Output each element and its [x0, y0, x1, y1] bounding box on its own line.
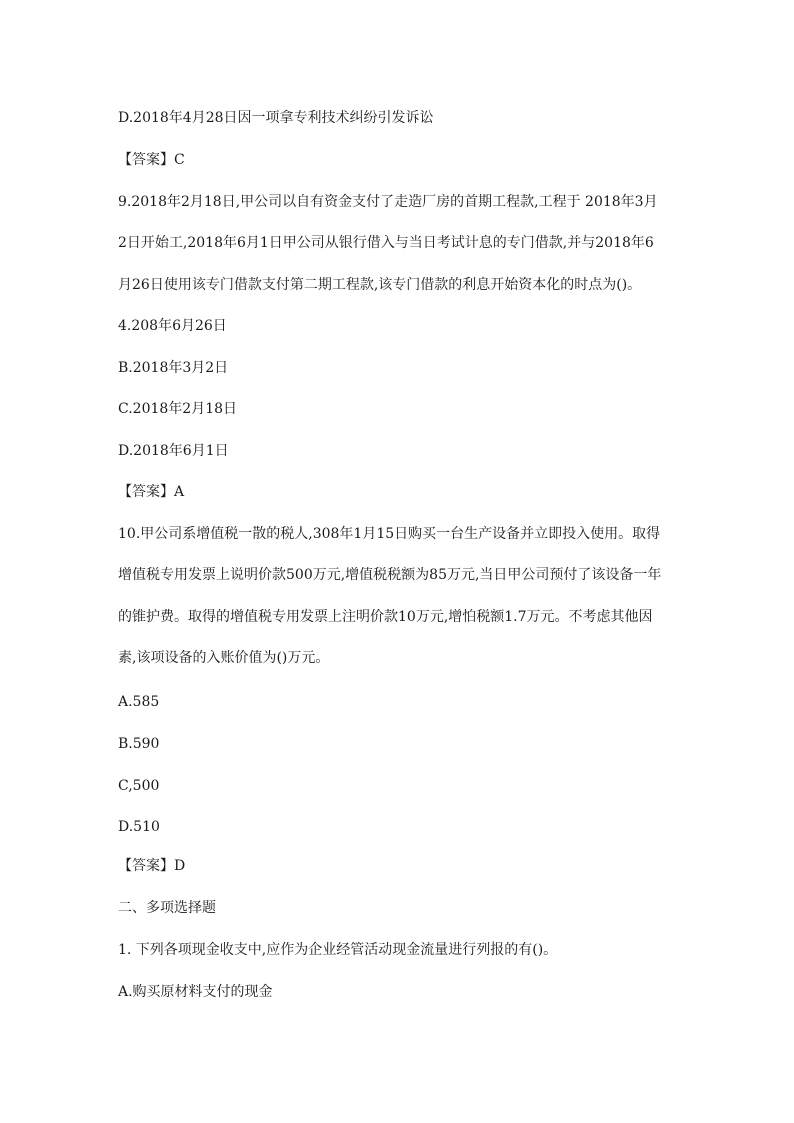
- question-10-option-a: A.585: [118, 694, 160, 710]
- question-10-option-b: B.590: [118, 736, 160, 752]
- question-9-option-d: D.2018年6月1日: [118, 443, 229, 459]
- question-9-option-a: 4.208年6月26日: [118, 318, 227, 334]
- question-9-option-b: B.2018年3月2日: [118, 360, 229, 376]
- question-9-line-3: 月26日使用该专门借款支付第二期工程款,该专门借款的利息开始资本化的时点为()。: [118, 277, 642, 293]
- question-10-option-c: C,500: [118, 778, 160, 794]
- question-9-line-1: 9.2018年2月18日,甲公司以自有资金支付了走造厂房的首期工程款,工程于 2018年3月: [118, 194, 658, 210]
- question-10-option-d: D.510: [118, 819, 160, 835]
- question-10-line-3: 的锥护费。取得的增值税专用发票上注明价款10万元,增怕税额1.7万元。不考虑其他因: [118, 609, 653, 625]
- multi-question-1-option-a: A.购买原材料支付的现金: [118, 984, 273, 1000]
- option-d-prev-question: D.2018年4月28日因一项拿专利技术纠纷引发诉讼: [118, 110, 434, 126]
- multi-question-1: 1. 下列各项现金收支中,应作为企业经管活动现金流量进行列报的有()。: [118, 942, 558, 958]
- question-10-answer: 【答案】D: [118, 858, 186, 874]
- section-heading-multiple-choice: 二、多项选择题: [118, 900, 216, 916]
- answer-prev-question: 【答案】C: [118, 152, 185, 168]
- question-10-line-2: 增值税专用发票上说明价款500万元,增值税税额为85万元,当日甲公司预付了该设备一年: [118, 567, 662, 583]
- question-10-line-4: 素,该项设备的入账价值为()万元。: [118, 650, 330, 666]
- question-9-line-2: 2日开始工,2018年6月1日甲公司从银行借入与当日考试计息的专门借款,并与2018年6: [118, 235, 654, 251]
- question-9-option-c: C.2018年2月18日: [118, 401, 238, 417]
- question-9-answer: 【答案】A: [118, 484, 185, 500]
- question-10-line-1: 10.甲公司系增值税一散的税人,308年1月15日购买一台生产设备并立即投入使用。取得: [118, 526, 661, 542]
